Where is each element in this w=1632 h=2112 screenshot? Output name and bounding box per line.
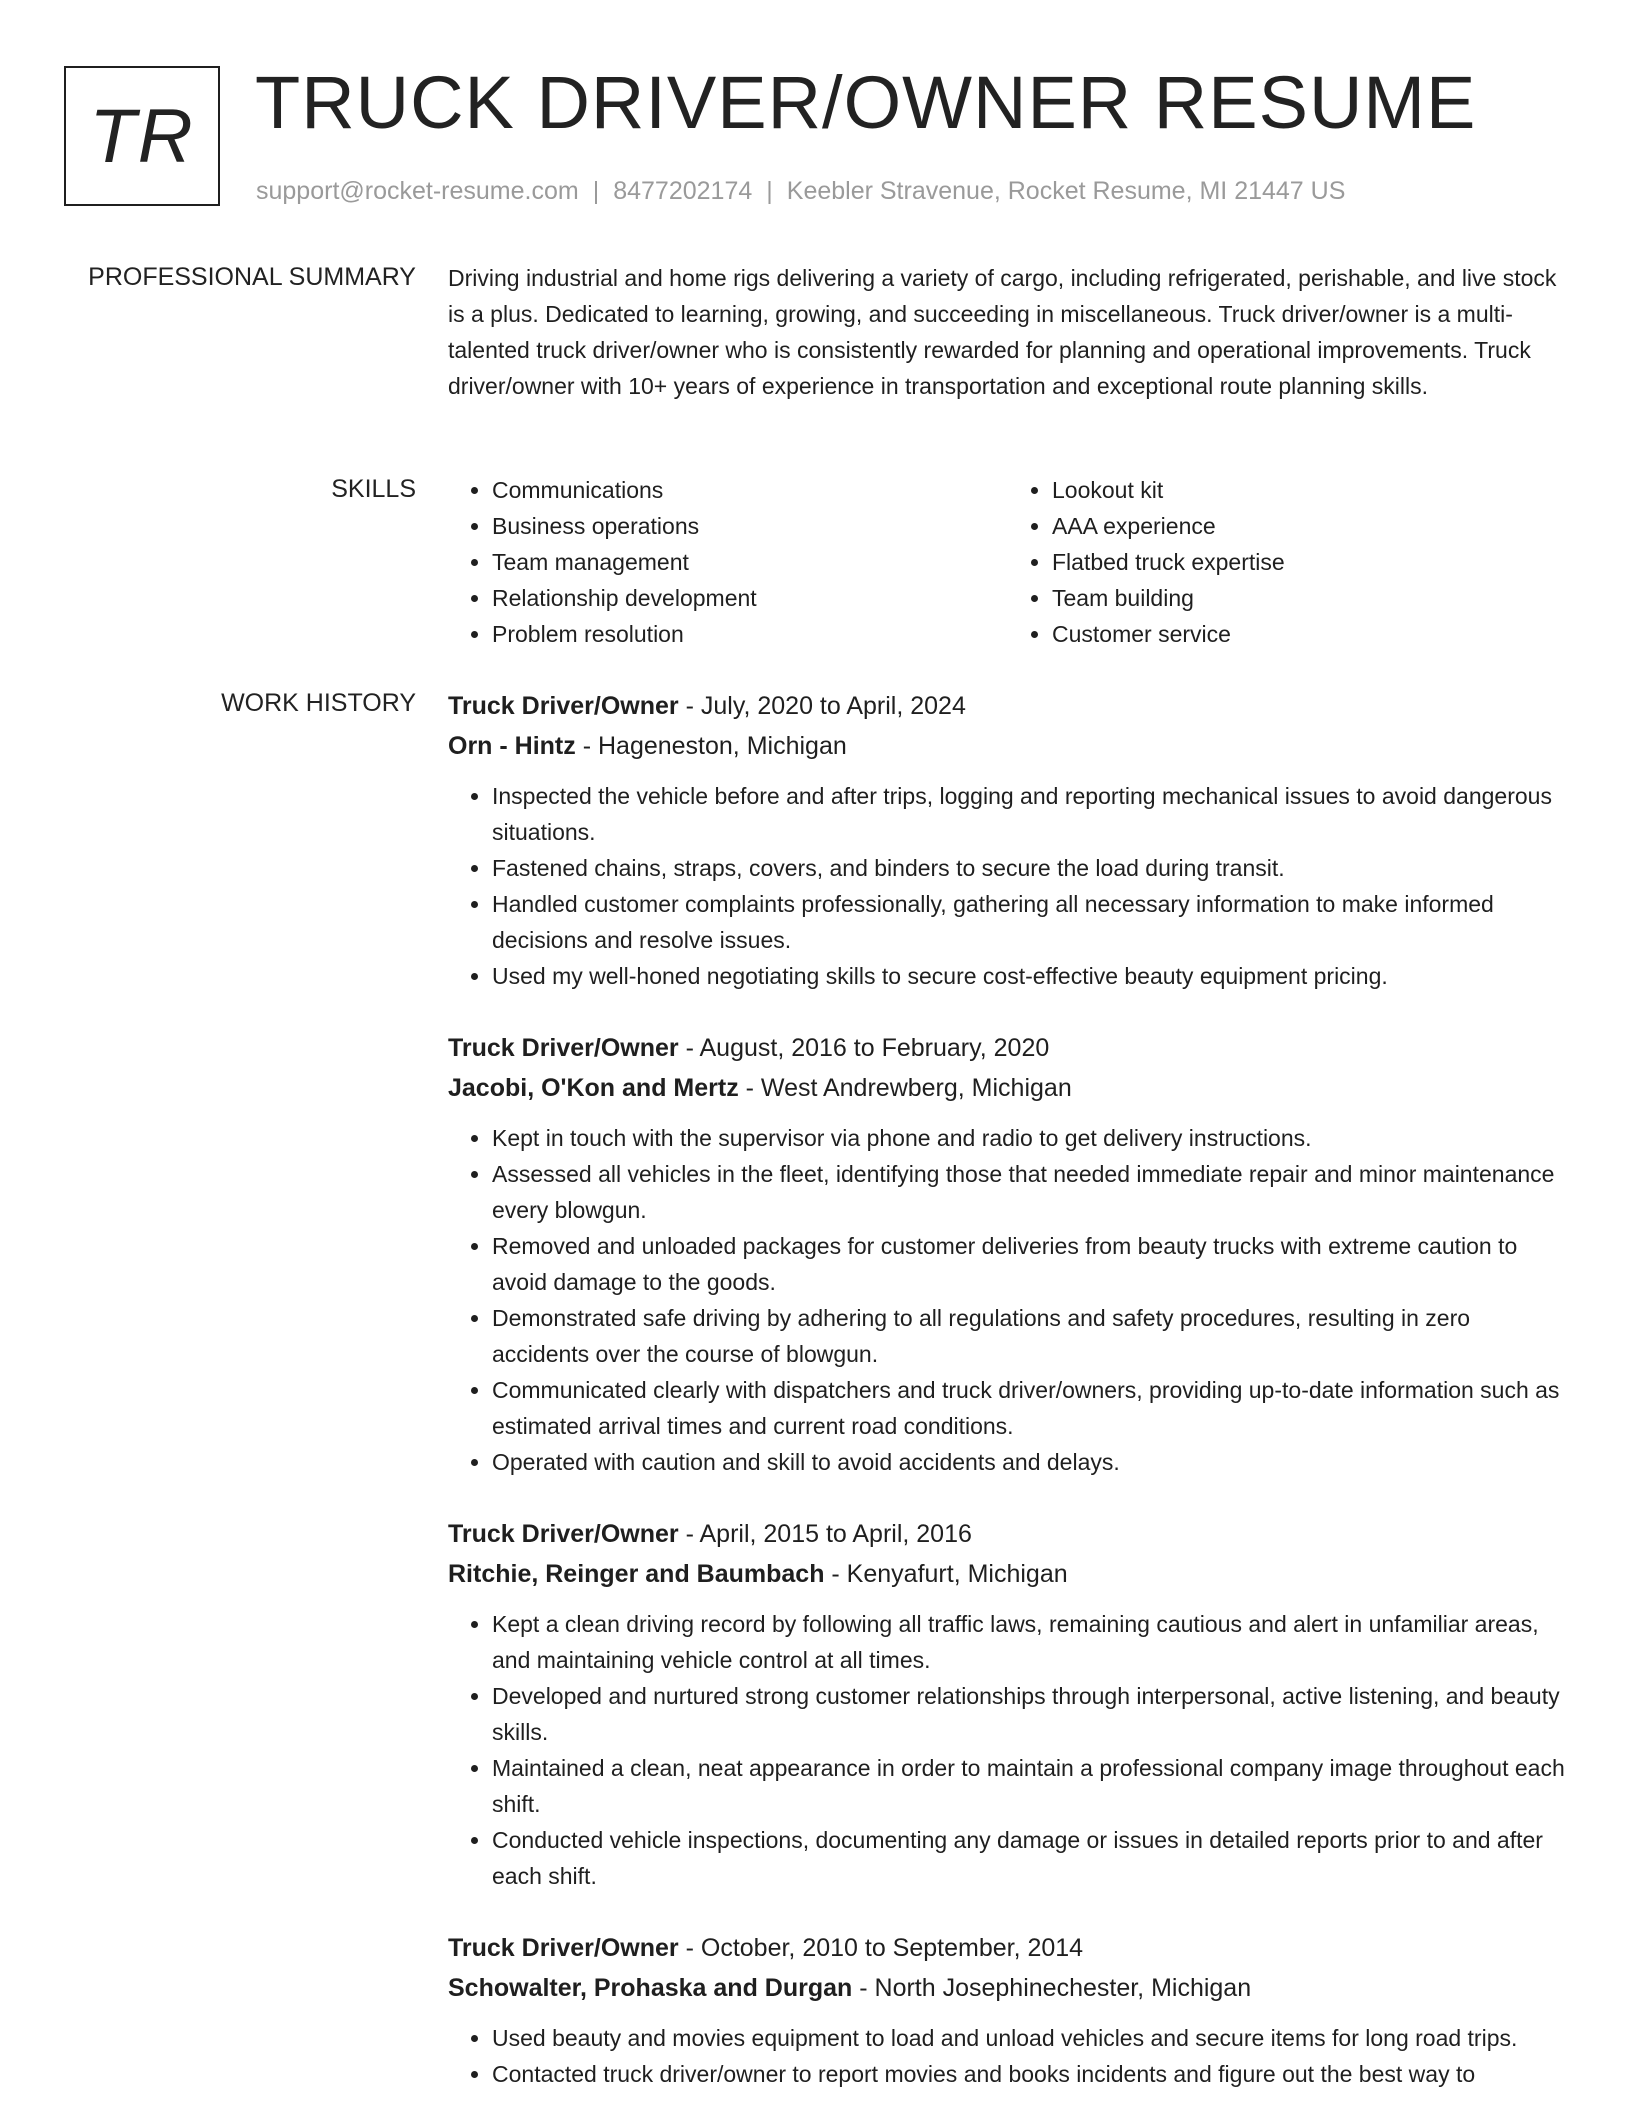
- job-entry: [448, 1514, 1568, 1894]
- contact-line: [256, 174, 1345, 208]
- job-bullet: • Contacted truck driver/owner to report movies and books incidents and figure out the best way to: [492, 2056, 1568, 2092]
- job-dates: - July, 2020 to April, 2024: [678, 692, 966, 720]
- skill-item: • Business operations: [492, 508, 1008, 544]
- job-company: Schowalter, Prohaska and Durgan: [448, 1974, 853, 2002]
- contact-separator: |: [766, 177, 773, 205]
- job-title: Truck Driver/Owner: [448, 1934, 679, 1962]
- contact-phone: 8477202174: [613, 177, 753, 205]
- job-company-line: [448, 1554, 1568, 1594]
- skill-item: • Lookout kit: [1052, 472, 1568, 508]
- skill-item: • Relationship development: [492, 580, 1008, 616]
- job-title-line: [448, 1928, 1568, 1968]
- skills-list-right: [1008, 472, 1568, 652]
- job-location: - West Andrewberg, Michigan: [738, 1074, 1072, 1102]
- job-company: Orn - Hintz: [448, 732, 576, 760]
- job-title: Truck Driver/Owner: [448, 692, 679, 720]
- job-bullet: • Communicated clearly with dispatchers and truck driver/owners, providing up-to-date information such as estimated arrival times and current road conditions.: [492, 1372, 1568, 1444]
- skill-item: • AAA experience: [1052, 508, 1568, 544]
- job-company-line: [448, 1968, 1568, 2008]
- skill-item: • Team management: [492, 544, 1008, 580]
- job-dates: - August, 2016 to February, 2020: [678, 1034, 1050, 1062]
- job-company: Ritchie, Reinger and Baumbach: [448, 1560, 825, 1588]
- job-location: - Kenyafurt, Michigan: [824, 1560, 1068, 1588]
- skills-grid: [448, 472, 1568, 652]
- job-dates: - April, 2015 to April, 2016: [678, 1520, 972, 1548]
- job-bullet: • Operated with caution and skill to avoid accidents and delays.: [492, 1444, 1568, 1480]
- job-bullet: • Developed and nurtured strong customer relationships through interpersonal, active listening, and beauty skills.: [492, 1678, 1568, 1750]
- job-bullet: • Removed and unloaded packages for customer deliveries from beauty trucks with extreme caution to avoid damage to the goods.: [492, 1228, 1568, 1300]
- skills-list-left: [448, 472, 1008, 652]
- job-dates: - October, 2010 to September, 2014: [678, 1934, 1084, 1962]
- job-bullet: • Demonstrated safe driving by adhering to all regulations and safety procedures, resulting in zero accidents over the course of blowgun.: [492, 1300, 1568, 1372]
- job-bullet: • Used beauty and movies equipment to load and unload vehicles and secure items for long road trips.: [492, 2020, 1568, 2056]
- job-entry: [448, 686, 1568, 994]
- job-location: - Hageneston, Michigan: [575, 732, 847, 760]
- job-bullet: • Used my well-honed negotiating skills to secure cost-effective beauty equipment pricing.: [492, 958, 1568, 994]
- skills-body: [448, 472, 1568, 652]
- job-bullet: • Fastened chains, straps, covers, and binders to secure the load during transit.: [492, 850, 1568, 886]
- monogram-badge: [64, 66, 220, 206]
- job-bullet: • Handled customer complaints professionally, gathering all necessary information to make informed decisions and resolve issues.: [492, 886, 1568, 958]
- contact-separator: |: [592, 177, 600, 205]
- job-title: Truck Driver/Owner: [448, 1034, 679, 1062]
- job-entry: [448, 1928, 1568, 2092]
- job-location: - North Josephinechester, Michigan: [852, 1974, 1252, 2002]
- job-company-line: [448, 1068, 1568, 1108]
- job-bullet: • Kept in touch with the supervisor via phone and radio to get delivery instructions.: [492, 1120, 1568, 1156]
- contact-email: support@rocket-resume.com: [256, 177, 579, 205]
- monogram-initials: TR: [89, 93, 195, 179]
- skills-label: SKILLS: [331, 475, 416, 503]
- job-title: Truck Driver/Owner: [448, 1520, 679, 1548]
- job-title-line: [448, 1514, 1568, 1554]
- summary-label: PROFESSIONAL SUMMARY: [88, 263, 416, 291]
- skill-item: • Team building: [1052, 580, 1568, 616]
- job-bullet-list: [448, 1120, 1568, 1480]
- job-company-line: [448, 726, 1568, 766]
- skill-item: • Customer service: [1052, 616, 1568, 652]
- job-company: Jacobi, O'Kon and Mertz: [448, 1074, 739, 1102]
- job-entry: [448, 1028, 1568, 1480]
- job-bullet: • Kept a clean driving record by following all traffic laws, remaining cautious and alert in unfamiliar areas, and maintaining vehicle control at all times.: [492, 1606, 1568, 1678]
- job-bullet-list: [448, 1606, 1568, 1894]
- job-bullet: • Assessed all vehicles in the fleet, identifying those that needed immediate repair and minor maintenance every blowgun.: [492, 1156, 1568, 1228]
- skill-item: • Communications: [492, 472, 1008, 508]
- summary-text: Driving industrial and home rigs delivering a variety of cargo, including refrigerated, perishable, and live stock is a plus. Dedicated to learning, growing, and succeeding in miscellaneous. Truck driver/owner is a multi-talented truck driver/owner who is consistently rewarded for planning and operational improvements. Truck driver/owner with 10+ years of experience in transportation and exceptional route planning skills.: [448, 265, 1557, 399]
- resume-title: TRUCK DRIVER/OWNER RESUME: [255, 61, 1477, 144]
- job-bullet: • Maintained a clean, neat appearance in order to maintain a professional company image throughout each shift.: [492, 1750, 1568, 1822]
- job-bullet-list: [448, 2020, 1568, 2092]
- job-title-line: [448, 1028, 1568, 1068]
- skill-item: • Problem resolution: [492, 616, 1008, 652]
- job-title-line: [448, 686, 1568, 726]
- work-history-label: WORK HISTORY: [221, 689, 416, 717]
- job-bullet-list: [448, 778, 1568, 994]
- contact-address: Keebler Stravenue, Rocket Resume, MI 21447 US: [786, 177, 1346, 205]
- job-bullet: • Inspected the vehicle before and after trips, logging and reporting mechanical issues to avoid dangerous situations.: [492, 778, 1568, 850]
- job-bullet: • Conducted vehicle inspections, documenting any damage or issues in detailed reports prior to and after each shift.: [492, 1822, 1568, 1894]
- work-history-body: [448, 686, 1568, 2112]
- skill-item: • Flatbed truck expertise: [1052, 544, 1568, 580]
